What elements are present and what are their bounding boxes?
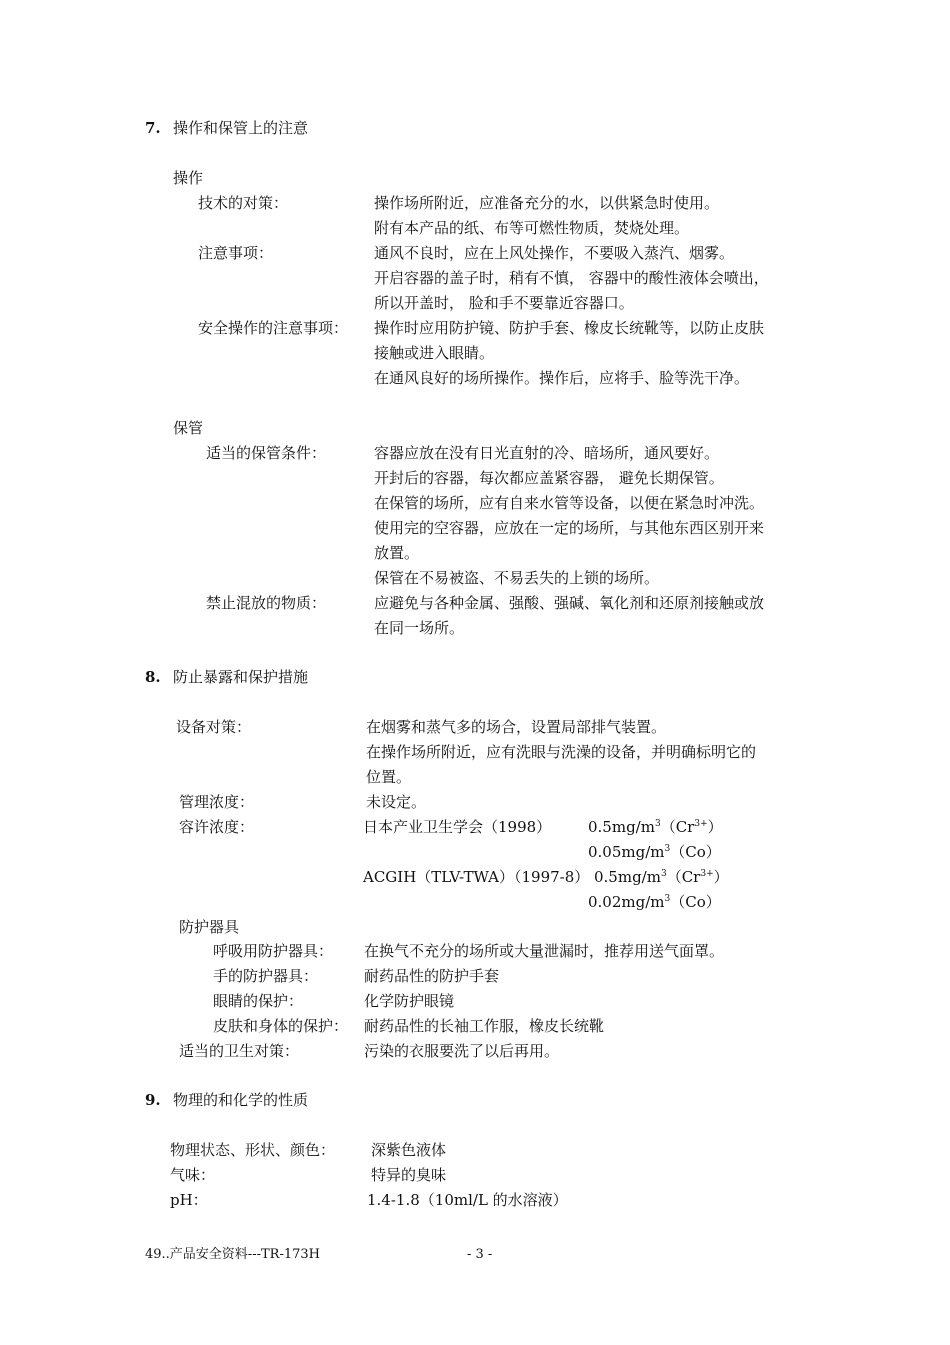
safe-handling-line-1: 操作时应用防护镜、防护手套、橡皮长统靴等，以防止皮肤: [374, 319, 765, 337]
storage-conditions-line-4: 使用完的空容器，应放在一定的场所，与其他东西区别开来: [374, 519, 765, 537]
tech-measures-line-1: 操作场所附近，应准备充分的水，以供紧急时使用。: [374, 194, 720, 212]
odor-label: 气味：: [170, 1166, 216, 1184]
storage-conditions-line-3: 在保管的场所，应有自来水管等设备，以便在紧急时冲洗。: [374, 494, 765, 512]
caution-line-3: 所以开盖时， 脸和手不要靠近容器口。: [374, 294, 634, 312]
acgih-co-value: $0.02mg/m^3(Co)$: [588, 893, 721, 911]
safe-handling-line-3: 在通风良好的场所操作。操作后，应将手、脸等洗干净。: [374, 369, 750, 387]
caution-line-2: 开启容器的盖子时，稍有不慎， 容器中的酸性液体会喷出，: [374, 269, 769, 287]
storage-conditions-line-6: 保管在不易被盗、不易丢失的上锁的场所。: [374, 569, 660, 587]
respiratory-value: 在换气不充分的场所或大量泄漏时，推荐用送气面罩。: [364, 942, 725, 960]
hygiene-value: 污染的衣服要洗了以后再用。: [364, 1042, 560, 1060]
ph-value: 1.4-1.8（10ml/L 的水溶液）: [367, 1191, 568, 1209]
safe-handling-line-2: 接触或进入眼睛。: [374, 344, 495, 362]
section-7-title: 操作和保管上的注意: [173, 119, 309, 137]
section-8-number: 8.: [145, 668, 161, 686]
storage-conditions-line-1: 容器应放在没有日光直射的冷、暗场所，通风要好。: [374, 444, 720, 462]
hand-protection-label: 手的防护器具：: [213, 967, 319, 985]
incompatible-line-1: 应避免与各种金属、强酸、强碱、氧化剂和还原剂接触或放: [374, 594, 765, 612]
incompatible-line-2: 在同一场所。: [374, 619, 465, 637]
storage-conditions-label: 适当的保管条件：: [206, 444, 327, 462]
storage-conditions-line-5: 放置。: [374, 544, 420, 562]
odor-value: 特异的臭味: [371, 1166, 447, 1184]
physical-state-value: 深紫色液体: [371, 1141, 447, 1159]
jsoh-co-value: $0.05mg/m^3(Co)$: [588, 843, 721, 861]
incompatible-label: 禁止混放的物质：: [206, 594, 327, 612]
ppe-heading: 防护器具: [179, 918, 240, 936]
eye-protection-value: 化学防护眼镜: [364, 992, 455, 1010]
storage-conditions-line-2: 开封后的容器，每次都应盖紧容器， 避免长期保管。: [374, 469, 724, 487]
hand-protection-value: 耐药品性的防护手套: [364, 967, 500, 985]
acgih-label: ACGIH（TLV-TWA）（1997-8）: [363, 868, 590, 886]
tech-measures-label: 技术的对策：: [198, 194, 289, 212]
storage-heading: 保管: [173, 419, 204, 437]
equipment-label: 设备对策：: [176, 718, 252, 736]
respiratory-label: 呼吸用防护器具：: [213, 942, 334, 960]
equipment-line-3: 位置。: [366, 768, 412, 786]
equipment-line-1: 在烟雾和蒸气多的场合，设置局部排气装置。: [366, 718, 667, 736]
equipment-line-2: 在操作场所附近，应有洗眼与洗澡的设备，并明确标明它的: [366, 743, 757, 761]
safe-handling-label: 安全操作的注意事项：: [198, 319, 349, 337]
section-8-title: 防止暴露和保护措施: [173, 668, 309, 686]
jsoh-cr-value: $0.5mg/m^3(Cr^{3+})$: [588, 818, 723, 836]
footer-document-id: 49..产品安全资料---TR-173H: [145, 1247, 320, 1262]
section-9-number: 9.: [145, 1091, 161, 1109]
section-9-title: 物理的和化学的性质: [173, 1091, 309, 1109]
eye-protection-label: 眼睛的保护：: [213, 992, 304, 1010]
tech-measures-line-2: 附有本产品的纸、布等可燃性物质，焚烧处理。: [374, 219, 690, 237]
physical-state-label: 物理状态、形状、颜色：: [170, 1141, 336, 1159]
skin-protection-label: 皮肤和身体的保护：: [213, 1017, 349, 1035]
hygiene-label: 适当的卫生对策：: [179, 1042, 300, 1060]
control-concentration-value: 未设定。: [366, 793, 427, 811]
footer-page-number: - 3 -: [467, 1247, 493, 1262]
caution-line-1: 通风不良时，应在上风处操作，不要吸入蒸汽、烟雾。: [374, 244, 735, 262]
acgih-cr-value: $0.5mg/m^3(Cr^{3+})$: [594, 868, 729, 886]
control-concentration-label: 管理浓度：: [179, 793, 255, 811]
section-7-number: 7.: [145, 119, 161, 137]
caution-label: 注意事项：: [198, 244, 274, 262]
skin-protection-value: 耐药品性的长袖工作服，橡皮长统靴: [364, 1017, 605, 1035]
allowable-concentration-label: 容许浓度：: [179, 818, 255, 836]
jsoh-label: 日本产业卫生学会（1998）: [363, 818, 552, 836]
ph-label: pH：: [170, 1191, 208, 1209]
handling-heading: 操作: [173, 169, 204, 187]
